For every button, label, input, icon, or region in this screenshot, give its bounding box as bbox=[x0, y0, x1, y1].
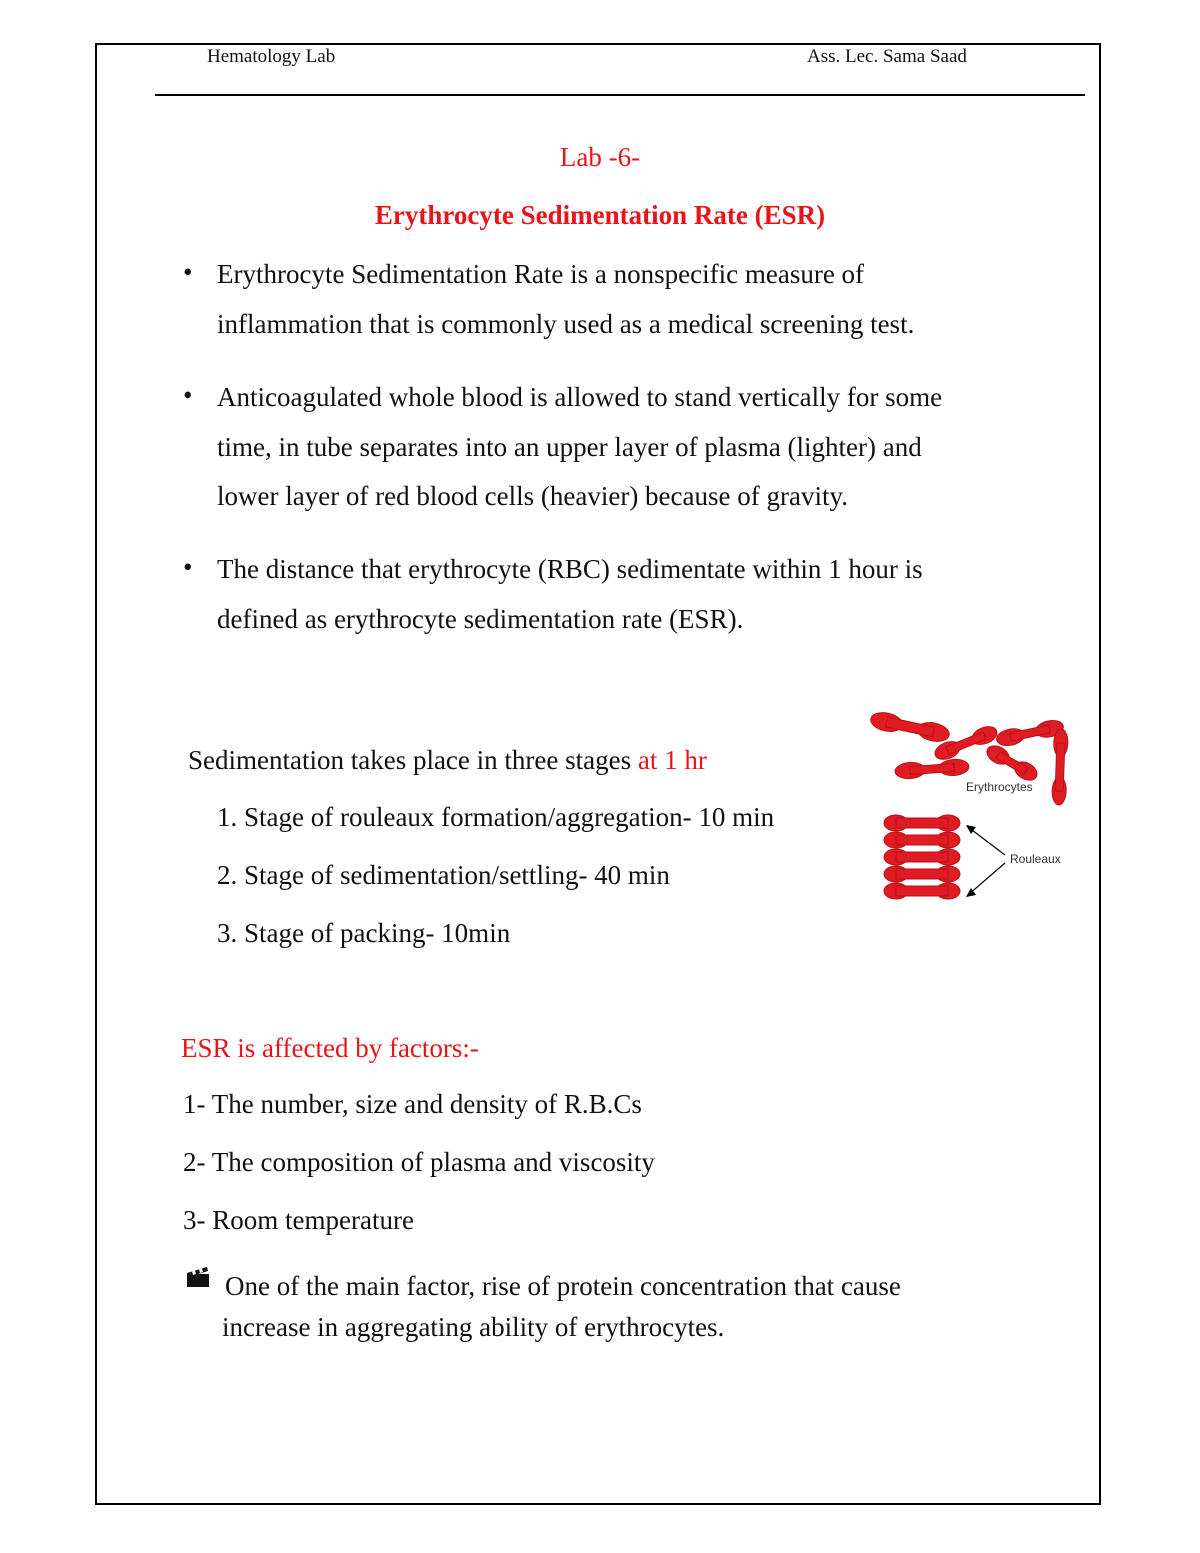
erythrocyte-cell bbox=[870, 710, 951, 744]
intro-1-line-1: Erythrocyte Sedimentation Rate is a nonspecific measure of bbox=[217, 259, 865, 289]
figure-label-erythrocytes: Erythrocytes bbox=[966, 780, 1033, 794]
intro-3-line-1: The distance that erythrocyte (RBC) sedimentate within 1 hour is bbox=[217, 554, 923, 584]
header-right: Ass. Lec. Sama Saad bbox=[807, 46, 967, 67]
bullet-marker: • bbox=[183, 552, 193, 582]
page-title: Erythrocyte Sedimentation Rate (ESR) bbox=[374, 200, 826, 230]
header-left: Hematology Lab bbox=[207, 46, 336, 67]
rouleaux-figure bbox=[870, 705, 1080, 910]
intro-paragraph-2 bbox=[217, 373, 1014, 522]
stage-item-1: 1. Stage of rouleaux formation/aggregation- 10 min bbox=[217, 802, 775, 832]
erythrocyte-cell bbox=[1052, 729, 1069, 805]
intro-paragraph-3 bbox=[217, 545, 1014, 644]
lab-number: Lab -6- bbox=[559, 142, 641, 172]
stages-heading bbox=[188, 745, 707, 776]
intro-2-line-2: time, in tube separates into an upper layer of plasma (lighter) and bbox=[217, 431, 922, 462]
intro-2-line-1: Anticoagulated whole blood is allowed to stand vertically for some bbox=[217, 382, 943, 412]
stages-heading-text: Sedimentation takes place in three stages bbox=[188, 745, 638, 775]
factor-item-2: 2- The composition of plasma and viscosity bbox=[183, 1147, 655, 1177]
clapperboard-icon bbox=[185, 1265, 211, 1289]
factor-note-line-2: increase in aggregating ability of erythrocytes. bbox=[222, 1312, 725, 1342]
factors-heading: ESR is affected by factors:- bbox=[181, 1033, 479, 1063]
bullet-marker: • bbox=[183, 257, 193, 287]
header-rule-thin bbox=[155, 95, 405, 96]
intro-3-line-2: defined as erythrocyte sedimentation rate (ESR). bbox=[217, 603, 744, 634]
stages-heading-highlight: at 1 hr bbox=[637, 745, 707, 775]
intro-2-line-3: lower layer of red blood cells (heavier) because of gravity. bbox=[217, 481, 848, 511]
intro-paragraph-1 bbox=[217, 250, 1014, 349]
factor-item-3: 3- Room temperature bbox=[183, 1205, 414, 1235]
bullet-marker: • bbox=[183, 380, 193, 410]
stage-item-2: 2. Stage of sedimentation/settling- 40 min bbox=[217, 860, 670, 890]
factor-item-1: 1- The number, size and density of R.B.Cs bbox=[183, 1089, 642, 1119]
rouleaux-stack bbox=[884, 815, 960, 899]
stage-item-3: 3. Stage of packing- 10min bbox=[217, 918, 511, 948]
erythrocyte-cell bbox=[984, 742, 1040, 784]
factor-note-line-1: One of the main factor, rise of protein concentration that cause bbox=[225, 1271, 901, 1301]
erythrocyte-cell bbox=[895, 758, 970, 779]
figure-label-rouleaux: Rouleaux bbox=[1010, 852, 1061, 866]
intro-1-line-2: inflammation that is commonly used as a medical screening test. bbox=[217, 308, 915, 339]
